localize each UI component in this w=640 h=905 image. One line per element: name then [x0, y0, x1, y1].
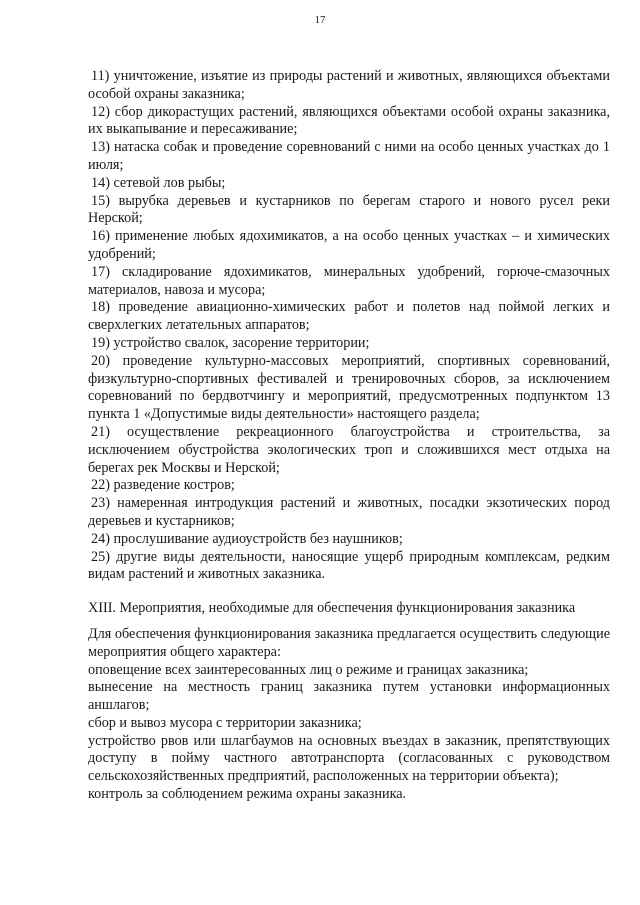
section-heading: XIII. Мероприятия, необходимые для обеспечения функционирования заказника: [88, 600, 576, 617]
measures-section: [88, 626, 610, 804]
list-item: 20) проведение культурно-массовых мероприятий, спортивных соревнований, физкультурно-спортивных фестивалей и тренировочных сборов, за исключением соревнований по бердвотчингу и мероприятий, предусмотренных подпунктом 13 пункта 1 «Допустимые виды деятельности» настоящего раздела;: [88, 352, 610, 423]
paragraph: Для обеспечения функционирования заказника предлагается осуществить следующие мероприятия общего характера:: [88, 625, 610, 660]
list-item: 23) намеренная интродукция растений и животных, посадки экзотических пород деревьев и кустарников;: [88, 495, 610, 529]
paragraph: вынесение на местность границ заказника путем установки информационных аншлагов;: [88, 679, 610, 714]
list-item: 11) уничтожение, изъятие из природы растений и животных, являющихся объектами особой охраны заказника;: [88, 68, 610, 102]
list-item: 25) другие виды деятельности, наносящие ущерб природным комплексам, редким видам растений и животных заказника.: [88, 548, 610, 583]
list-item: 18) проведение авиационно-химических работ и полетов над поймой легких и сверхлегких летательных аппаратов;: [88, 299, 610, 334]
list-item: 14) сетевой лов рыбы;: [91, 174, 226, 191]
list-item: 16) применение любых ядохимикатов, а на особо ценных участках – и химических удобрений;: [88, 228, 610, 262]
list-item: 19) устройство свалок, засорение территории;: [91, 334, 370, 351]
list-item: 13) натаска собак и проведение соревнований с ними на особо ценных участках до 1 июля;: [88, 139, 610, 173]
paragraph: контроль за соблюдением режима охраны заказника.: [88, 786, 407, 803]
list-item: 22) разведение костров;: [91, 477, 235, 494]
prohibited-activities-list: [88, 68, 610, 584]
page-number: 17: [314, 14, 326, 26]
list-item: 21) осуществление рекреационного благоустройства и строительства, за исключением обустройства экологических троп и сложившихся мест отдыха на берегах рек Москвы и Нерской;: [88, 423, 610, 476]
list-item: 12) сбор дикорастущих растений, являющихся объектами особой охраны заказника, их выкапывание и пересаживание;: [88, 103, 610, 138]
list-item: 15) вырубка деревьев и кустарников по берегам старого и нового русел реки Нерской;: [88, 192, 610, 227]
document-body: [88, 68, 610, 804]
paragraph: оповещение всех заинтересованных лиц о режиме и границах заказника;: [88, 661, 529, 678]
list-item: 17) складирование ядохимикатов, минеральных удобрений, горюче-смазочных материалов, навоза и мусора;: [88, 263, 610, 298]
list-item: 24) прослушивание аудиоустройств без наушников;: [91, 530, 403, 547]
paragraph: сбор и вывоз мусора с территории заказника;: [88, 714, 362, 731]
paragraph: устройство рвов или шлагбаумов на основных въездах в заказник, препятствующих доступу в пойму частного автотранспорта (согласованных с руководством сельскохозяйственных предприятий, расположенных на территории объекта);: [88, 732, 610, 785]
